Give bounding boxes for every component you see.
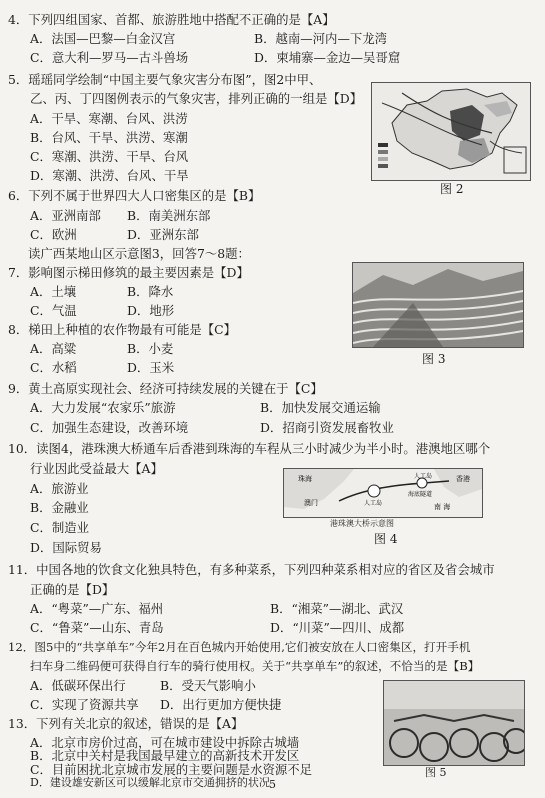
- q4-option-b: B．越南—河内—下龙湾: [254, 31, 388, 46]
- q4-option-a: A．法国—巴黎—白金汉宫: [30, 31, 176, 46]
- q6-stem: 6．下列不属于世界四大人口密集区的是【B】: [8, 188, 261, 203]
- figure-5-shared-bikes-photo: [383, 680, 525, 766]
- q13-stem: 13．下列有关北京的叙述，错误的是【A】: [8, 716, 244, 731]
- hongkong-label: 香港: [456, 475, 470, 483]
- figure-2-caption: 图 2: [440, 182, 464, 196]
- zhuhai-label: 珠海: [298, 475, 312, 483]
- q8-stem: 8．梯田上种植的农作物最有可能是【C】: [8, 322, 237, 337]
- q4-option-c: C．意大利—罗马—古斗兽场: [30, 50, 189, 65]
- macau-label: 澳门: [304, 499, 318, 507]
- artificial-island-2-label: 人工岛: [414, 473, 433, 480]
- q7-option-b: B．降水: [127, 284, 174, 299]
- q5-option-b: B．台风、干旱、洪涝、寒潮: [30, 130, 188, 145]
- china-map-drawing: [372, 83, 530, 180]
- q12-option-d: D．出行更加方便快捷: [160, 697, 282, 712]
- figure-3-caption: 图 3: [422, 352, 446, 366]
- q13-option-b: B．北京中关村是我国最早建立的高新技术开发区: [30, 748, 300, 763]
- q11-option-b: B．“湘菜”—湖北、武汉: [270, 601, 404, 616]
- q9-option-b: B．加快发展交通运输: [260, 400, 381, 415]
- q12-option-a: A．低碳环保出行: [30, 678, 126, 693]
- reading-instruction: 读广西某地山区示意图3，回答7～8题：: [28, 246, 250, 261]
- q6-option-d: D．亚洲东部: [127, 227, 199, 242]
- q7-option-c: C．气温: [30, 303, 77, 318]
- q9-option-c: C．加强生态建设，改善环境: [30, 420, 189, 435]
- q8-option-d: D．玉米: [127, 360, 175, 375]
- figure-4-caption: 图 4: [374, 532, 398, 546]
- q5-stem-line2: 乙、丙、丁四图例表示的气象灾害，排列正确的一组是【D】: [30, 91, 363, 106]
- q5-option-d: D．寒潮、洪涝、台风、干旱: [30, 168, 189, 183]
- q5-option-c: C．寒潮、洪涝、干旱、台风: [30, 149, 189, 164]
- q11-option-d: D．“川菜”—四川、成都: [270, 620, 405, 635]
- q11-stem-line1: 11．中国各地的饮食文化独具特色，有多种菜系，下列四种菜系相对应的省区及省会城市: [8, 562, 495, 577]
- q10-stem-line2: 行业因此受益最大【A】: [30, 461, 163, 476]
- q8-option-a: A．高粱: [30, 341, 77, 356]
- q4-option-d: D．柬埔寨—金边—吴哥窟: [254, 50, 401, 65]
- q7-option-a: A．土壤: [30, 284, 77, 299]
- q6-option-a: A．亚洲南部: [30, 208, 101, 223]
- q6-option-b: B．南美洲东部: [127, 208, 211, 223]
- terrace-image: [353, 263, 523, 347]
- q9-option-d: D．招商引资发展畜牧业: [260, 420, 394, 435]
- south-china-sea-label: 南 海: [434, 503, 451, 511]
- q12-stem-line2: 扫车身二维码便可获得自行车的骑行使用权。关于“共享单车”的叙述，不恰当的是【B】: [30, 659, 480, 673]
- q6-option-c: C．欧洲: [30, 227, 77, 242]
- q7-stem: 7．影响图示梯田修筑的最主要因素是【D】: [8, 265, 249, 280]
- q11-option-c: C．“鲁菜”—山东、青岛: [30, 620, 164, 635]
- figure-3-terrace-photo: [352, 262, 524, 348]
- q10-option-a: A．旅游业: [30, 481, 89, 496]
- q12-option-c: C．实现了资源共享: [30, 697, 139, 712]
- bridge-map-drawing: [284, 469, 482, 517]
- shared-bikes-image: [384, 681, 524, 765]
- page-number: 5: [269, 778, 276, 791]
- q13-option-c: C．目前困扰北京城市发展的主要问题是水资源不足: [30, 762, 313, 777]
- figure-4-bridge-map: [283, 468, 483, 518]
- q8-option-c: C．水稻: [30, 360, 77, 375]
- q13-option-d: D．建设雄安新区可以缓解北京市交通拥挤的状况: [30, 776, 270, 789]
- q10-option-b: B．金融业: [30, 500, 89, 515]
- artificial-island-1-label: 人工岛: [364, 500, 383, 507]
- q12-stem-line1: 12．图5中的“共享单车”今年2月在百色城内开始使用,它们被安放在人口密集区，打开手机: [8, 640, 471, 654]
- figure-2-china-map: [371, 82, 531, 181]
- figure-4-map-title: 港珠澳大桥示意图: [330, 519, 394, 528]
- q11-stem-line2: 正确的是【D】: [30, 582, 115, 597]
- q10-stem-line1: 10．读图4，港珠澳大桥通车后香港到珠海的车程从三小时减少为半小时。港澳地区哪个: [8, 441, 491, 456]
- q8-option-b: B．小麦: [127, 341, 174, 356]
- q9-option-a: A．大力发展“农家乐”旅游: [30, 400, 176, 415]
- q12-option-b: B．受天气影响小: [160, 678, 256, 693]
- q9-stem: 9．黄土高原实现社会、经济可持续发展的关键在于【C】: [8, 381, 323, 396]
- undersea-tunnel-label: 海底隧道: [408, 491, 433, 498]
- q5-stem-line1: 5．瑶瑶同学绘制“中国主要气象灾害分布图”，图2中甲、: [8, 72, 322, 87]
- figure-5-caption: 图 5: [425, 766, 447, 779]
- q4-stem: 4．下列四组国家、首都、旅游胜地中搭配不正确的是【A】: [8, 12, 335, 27]
- q13-option-a: A．北京市房价过高，可在城市建设中拆除古城墙: [30, 735, 300, 750]
- q10-option-c: C．制造业: [30, 520, 90, 535]
- q7-option-d: D．地形: [127, 303, 175, 318]
- q5-option-a: A．干旱、寒潮、台风、洪涝: [30, 111, 188, 126]
- q11-option-a: A．“粤菜”—广东、福州: [30, 601, 164, 616]
- q10-option-d: D．国际贸易: [30, 540, 102, 555]
